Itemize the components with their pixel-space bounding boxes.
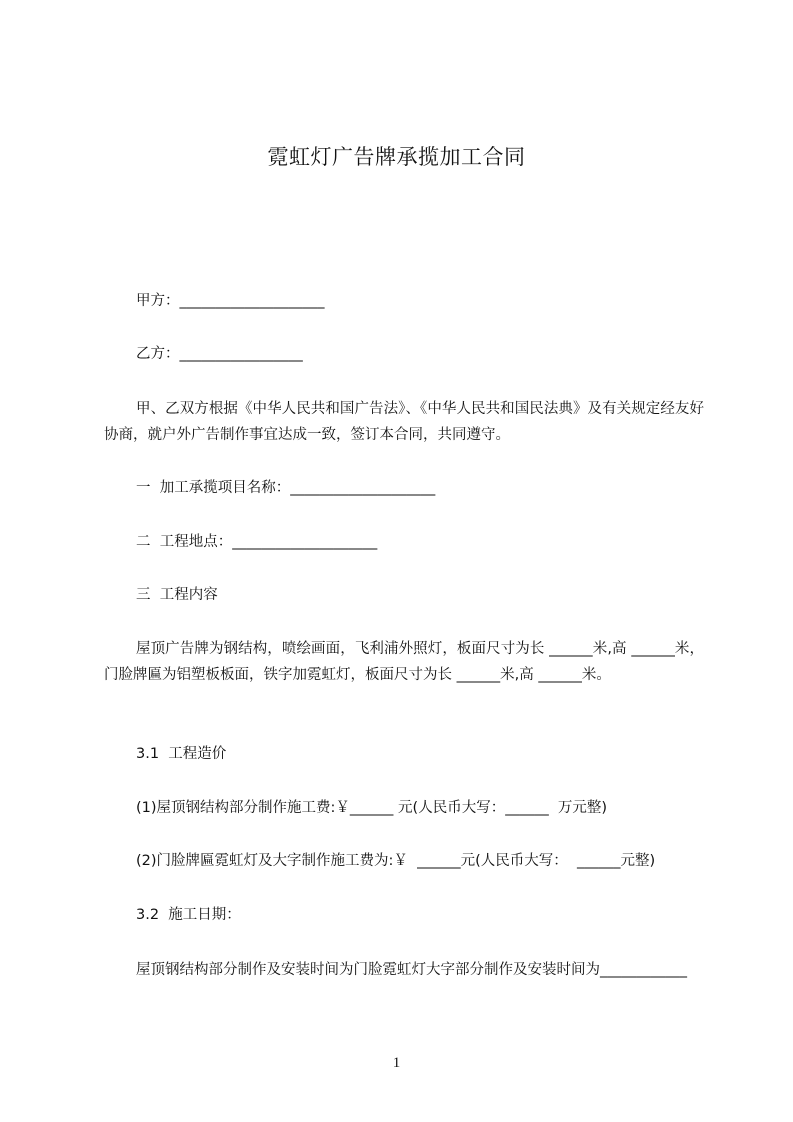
project-content-paragraph: 屋顶广告牌为钢结构，喷绘画面，飞利浦外照灯，板面尺寸为长 ______米,高 ______米，门脸牌匾为铝塑板板面，铁字加霓虹灯，板面尺寸为长 ______米,高 ______米。 bbox=[104, 641, 704, 683]
party-b-line: 乙方：_________________ bbox=[136, 346, 303, 362]
section-project-content-heading: 三 工程内容 bbox=[136, 587, 218, 603]
page-number: 1 bbox=[392, 1055, 401, 1071]
cost-facade-line: (2)门脸牌匾霓虹灯及大字制作施工费为:￥ ______元(人民币大写： ______元整) bbox=[136, 853, 656, 869]
cost-roof-line: (1)屋顶钢结构部分制作施工费:￥______ 元(人民币大写：______ 万元整) bbox=[136, 800, 608, 816]
section-project-name: 一 加工承揽项目名称：____________________ bbox=[136, 480, 436, 496]
section-cost-heading: 3.1 工程造价 bbox=[136, 746, 227, 762]
document-title: 霓虹灯广告牌承揽加工合同 bbox=[267, 145, 526, 169]
section-schedule-heading: 3.2 施工日期： bbox=[136, 907, 241, 923]
section-project-location: 二 工程地点：____________________ bbox=[136, 534, 378, 550]
intro-paragraph: 甲、乙双方根据《中华人民共和国广告法》、《中华人民共和国民法典》及有关规定经友好协商，就户外广告制作事宜达成一致，签订本合同，共同遵守。 bbox=[104, 401, 704, 443]
party-a-line: 甲方：____________________ bbox=[136, 293, 325, 309]
schedule-paragraph: 屋顶钢结构部分制作及安装时间为门脸霓虹灯大字部分制作及安装时间为____________ bbox=[136, 962, 687, 978]
